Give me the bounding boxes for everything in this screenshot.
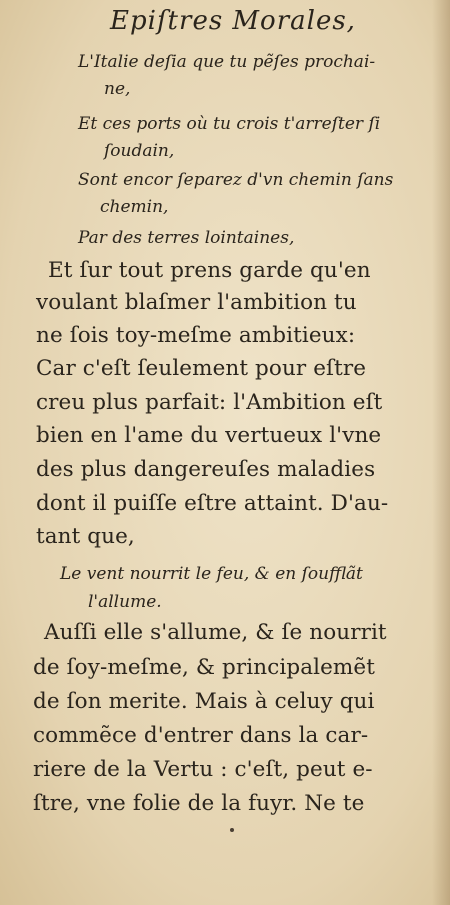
page-edge-shadow <box>432 0 450 905</box>
verse-line: ſoudain, <box>104 141 175 161</box>
prose-line: tant que, <box>36 524 135 549</box>
verse-line: chemin, <box>100 197 169 217</box>
verse-line: Sont encor ſeparez d'vn chemin ſans <box>78 170 394 190</box>
prose-line: bien en l'ame du vertueux l'vne <box>36 423 382 448</box>
ink-speck <box>230 828 234 832</box>
prose-line: de ſon merite. Mais à celuy qui <box>33 689 375 714</box>
verse-line: Et ces ports où tu crois t'arreſter ſi <box>78 114 381 134</box>
prose-line: voulant blaſmer l'ambition tu <box>36 290 357 315</box>
prose-line: ne ſois toy-meſme ambitieux: <box>36 323 356 348</box>
verse-line: l'allume. <box>88 592 162 612</box>
verse-line: ne, <box>104 79 131 99</box>
verse-line: Par des terres lointaines, <box>78 228 295 248</box>
prose-line: des plus dangereuſes maladies <box>36 457 376 482</box>
prose-line: Auſſi elle s'allume, & ſe nourrit <box>44 620 387 645</box>
running-title: Epiſtres Morales, <box>110 6 356 36</box>
verse-line: Le vent nourrit le feu, & en ſoufflãt <box>60 564 363 584</box>
prose-line: de ſoy-meſme, & principalemẽt <box>33 655 375 680</box>
prose-line: ſtre, vne folie de la fuyr. Ne te <box>33 791 365 816</box>
prose-line: Car c'eſt ſeulement pour eſtre <box>36 356 367 381</box>
verse-line: L'Italie deſia que tu pẽſes prochai- <box>78 52 376 72</box>
prose-line: riere de la Vertu : c'eſt, peut e- <box>33 757 373 782</box>
prose-line: Et ſur tout prens garde qu'en <box>48 258 371 283</box>
prose-line: creu plus parfait: l'Ambition eſt <box>36 390 383 415</box>
prose-line: commẽce d'entrer dans la car- <box>33 723 369 748</box>
prose-line: dont il puiſſe eſtre attaint. D'au- <box>36 491 389 516</box>
